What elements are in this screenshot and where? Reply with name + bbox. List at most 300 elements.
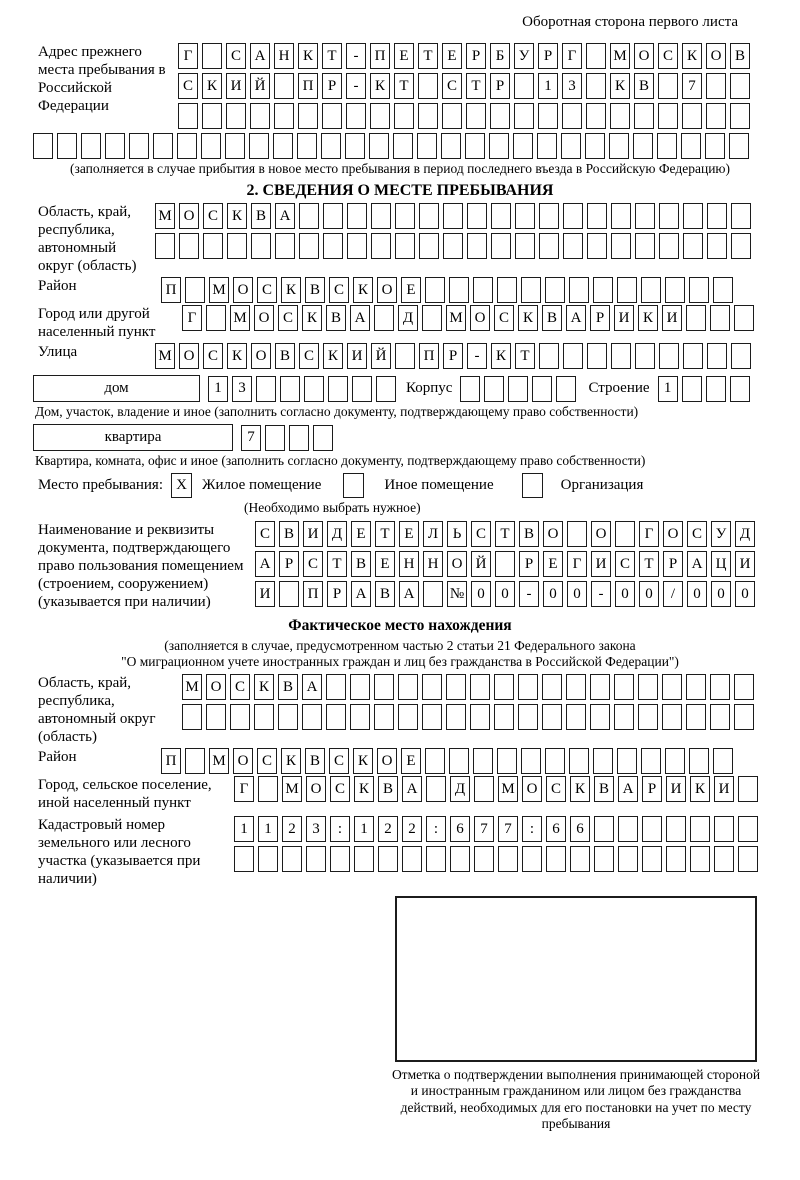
char-cell[interactable]: К [227, 203, 247, 229]
char-cell[interactable]: К [302, 305, 322, 331]
char-cell[interactable] [690, 846, 710, 872]
char-cell[interactable] [402, 846, 422, 872]
char-cell[interactable] [328, 376, 348, 402]
char-cell[interactable] [593, 277, 613, 303]
char-cell[interactable]: Т [322, 43, 342, 69]
char-cell[interactable]: И [662, 305, 682, 331]
char-cell[interactable] [302, 704, 322, 730]
char-cell[interactable] [203, 233, 223, 259]
char-cell[interactable] [33, 133, 53, 159]
char-cell[interactable]: К [370, 73, 390, 99]
residence-option-org-checkbox[interactable] [522, 473, 543, 498]
char-cell[interactable] [280, 376, 300, 402]
char-cell[interactable]: Г [567, 551, 587, 577]
char-cell[interactable] [666, 846, 686, 872]
char-cell[interactable] [566, 674, 586, 700]
char-cell[interactable]: П [370, 43, 390, 69]
char-cell[interactable]: М [610, 43, 630, 69]
char-cell[interactable] [563, 343, 583, 369]
char-cell[interactable] [635, 203, 655, 229]
char-cell[interactable] [682, 376, 702, 402]
char-cell[interactable]: А [275, 203, 295, 229]
char-cell[interactable] [515, 203, 535, 229]
residence-option-inoe-checkbox[interactable] [343, 473, 364, 498]
char-cell[interactable] [321, 133, 341, 159]
char-cell[interactable] [587, 203, 607, 229]
char-cell[interactable] [586, 43, 606, 69]
char-cell[interactable]: : [330, 816, 350, 842]
char-cell[interactable] [57, 133, 77, 159]
char-cell[interactable] [586, 103, 606, 129]
char-cell[interactable]: С [687, 521, 707, 547]
char-cell[interactable]: В [378, 776, 398, 802]
char-cell[interactable] [179, 233, 199, 259]
char-cell[interactable] [443, 233, 463, 259]
char-cell[interactable]: С [329, 748, 349, 774]
char-cell[interactable]: К [518, 305, 538, 331]
char-cell[interactable]: 2 [402, 816, 422, 842]
char-cell[interactable] [258, 846, 278, 872]
char-cell[interactable] [538, 103, 558, 129]
char-cell[interactable]: / [663, 581, 683, 607]
char-cell[interactable] [542, 704, 562, 730]
char-cell[interactable] [731, 203, 751, 229]
char-cell[interactable] [683, 233, 703, 259]
char-cell[interactable]: Д [450, 776, 470, 802]
char-cell[interactable] [490, 103, 510, 129]
char-cell[interactable]: В [275, 343, 295, 369]
char-cell[interactable] [561, 133, 581, 159]
char-cell[interactable] [234, 846, 254, 872]
char-cell[interactable]: К [682, 43, 702, 69]
char-cell[interactable] [265, 425, 285, 451]
char-cell[interactable]: К [227, 343, 247, 369]
char-cell[interactable] [474, 846, 494, 872]
char-cell[interactable]: Т [375, 521, 395, 547]
char-cell[interactable] [442, 103, 462, 129]
char-cell[interactable] [556, 376, 576, 402]
char-cell[interactable]: 7 [682, 73, 702, 99]
char-cell[interactable] [707, 343, 727, 369]
char-cell[interactable]: 3 [306, 816, 326, 842]
char-cell[interactable] [249, 133, 269, 159]
char-cell[interactable] [508, 376, 528, 402]
char-cell[interactable] [304, 376, 324, 402]
char-cell[interactable] [230, 704, 250, 730]
char-cell[interactable]: Т [327, 551, 347, 577]
char-cell[interactable] [347, 233, 367, 259]
char-cell[interactable] [707, 203, 727, 229]
char-cell[interactable]: - [467, 343, 487, 369]
char-cell[interactable] [566, 704, 586, 730]
char-cell[interactable]: 1 [658, 376, 678, 402]
char-cell[interactable] [706, 103, 726, 129]
kvartira-type-field[interactable]: квартира [33, 424, 233, 451]
char-cell[interactable] [729, 133, 749, 159]
char-cell[interactable] [395, 203, 415, 229]
char-cell[interactable]: О [179, 203, 199, 229]
char-cell[interactable] [515, 233, 535, 259]
char-cell[interactable]: 3 [562, 73, 582, 99]
char-cell[interactable]: Н [399, 551, 419, 577]
char-cell[interactable]: К [570, 776, 590, 802]
char-cell[interactable]: О [251, 343, 271, 369]
char-cell[interactable] [738, 816, 758, 842]
char-cell[interactable]: 2 [282, 816, 302, 842]
char-cell[interactable] [609, 133, 629, 159]
char-cell[interactable] [689, 748, 709, 774]
char-cell[interactable] [618, 816, 638, 842]
char-cell[interactable] [682, 103, 702, 129]
char-cell[interactable] [326, 704, 346, 730]
char-cell[interactable]: С [278, 305, 298, 331]
char-cell[interactable] [419, 203, 439, 229]
char-cell[interactable]: И [591, 551, 611, 577]
char-cell[interactable]: 0 [711, 581, 731, 607]
char-cell[interactable]: О [233, 277, 253, 303]
char-cell[interactable] [374, 704, 394, 730]
char-cell[interactable] [450, 846, 470, 872]
char-cell[interactable]: Г [562, 43, 582, 69]
char-cell[interactable] [666, 816, 686, 842]
char-cell[interactable]: 6 [546, 816, 566, 842]
char-cell[interactable] [345, 133, 365, 159]
char-cell[interactable]: Р [443, 343, 463, 369]
char-cell[interactable]: : [522, 816, 542, 842]
char-cell[interactable]: - [519, 581, 539, 607]
char-cell[interactable] [665, 277, 685, 303]
char-cell[interactable]: К [323, 343, 343, 369]
char-cell[interactable] [425, 277, 445, 303]
char-cell[interactable]: 1 [538, 73, 558, 99]
char-cell[interactable]: Й [250, 73, 270, 99]
char-cell[interactable] [322, 103, 342, 129]
char-cell[interactable]: Е [401, 277, 421, 303]
char-cell[interactable]: А [302, 674, 322, 700]
char-cell[interactable]: Т [466, 73, 486, 99]
char-cell[interactable] [178, 103, 198, 129]
char-cell[interactable] [638, 704, 658, 730]
char-cell[interactable]: И [255, 581, 275, 607]
char-cell[interactable] [542, 674, 562, 700]
char-cell[interactable] [539, 343, 559, 369]
char-cell[interactable] [81, 133, 101, 159]
char-cell[interactable] [474, 776, 494, 802]
char-cell[interactable] [497, 748, 517, 774]
char-cell[interactable] [714, 846, 734, 872]
char-cell[interactable] [201, 133, 221, 159]
char-cell[interactable]: - [346, 73, 366, 99]
char-cell[interactable]: Г [639, 521, 659, 547]
char-cell[interactable] [289, 425, 309, 451]
char-cell[interactable]: Р [490, 73, 510, 99]
char-cell[interactable] [686, 704, 706, 730]
char-cell[interactable] [347, 203, 367, 229]
char-cell[interactable] [707, 233, 727, 259]
char-cell[interactable]: К [254, 674, 274, 700]
char-cell[interactable] [665, 748, 685, 774]
char-cell[interactable] [563, 233, 583, 259]
char-cell[interactable] [731, 233, 751, 259]
char-cell[interactable] [350, 704, 370, 730]
char-cell[interactable]: О [522, 776, 542, 802]
char-cell[interactable] [611, 233, 631, 259]
char-cell[interactable] [617, 277, 637, 303]
char-cell[interactable] [419, 233, 439, 259]
char-cell[interactable]: Н [423, 551, 443, 577]
char-cell[interactable]: И [226, 73, 246, 99]
char-cell[interactable] [299, 233, 319, 259]
char-cell[interactable] [734, 305, 754, 331]
char-cell[interactable] [473, 748, 493, 774]
char-cell[interactable]: 1 [354, 816, 374, 842]
char-cell[interactable] [418, 73, 438, 99]
char-cell[interactable] [567, 521, 587, 547]
char-cell[interactable] [617, 748, 637, 774]
char-cell[interactable] [323, 233, 343, 259]
char-cell[interactable] [610, 103, 630, 129]
char-cell[interactable]: И [714, 776, 734, 802]
char-cell[interactable]: О [706, 43, 726, 69]
char-cell[interactable] [532, 376, 552, 402]
char-cell[interactable]: В [279, 521, 299, 547]
char-cell[interactable] [470, 674, 490, 700]
char-cell[interactable]: О [634, 43, 654, 69]
char-cell[interactable] [633, 133, 653, 159]
char-cell[interactable]: 0 [495, 581, 515, 607]
char-cell[interactable]: С [178, 73, 198, 99]
char-cell[interactable]: О [179, 343, 199, 369]
char-cell[interactable]: П [419, 343, 439, 369]
char-cell[interactable]: В [305, 748, 325, 774]
char-cell[interactable] [585, 133, 605, 159]
char-cell[interactable]: М [282, 776, 302, 802]
char-cell[interactable] [641, 748, 661, 774]
char-cell[interactable] [227, 233, 247, 259]
char-cell[interactable] [495, 551, 515, 577]
char-cell[interactable] [705, 133, 725, 159]
char-cell[interactable]: О [591, 521, 611, 547]
char-cell[interactable]: С [329, 277, 349, 303]
char-cell[interactable] [177, 133, 197, 159]
char-cell[interactable] [423, 581, 443, 607]
char-cell[interactable] [185, 277, 205, 303]
char-cell[interactable]: 6 [450, 816, 470, 842]
char-cell[interactable] [594, 846, 614, 872]
char-cell[interactable]: К [281, 748, 301, 774]
char-cell[interactable] [689, 277, 709, 303]
char-cell[interactable] [706, 376, 726, 402]
char-cell[interactable] [278, 704, 298, 730]
char-cell[interactable]: М [155, 203, 175, 229]
char-cell[interactable] [683, 203, 703, 229]
char-cell[interactable] [662, 674, 682, 700]
char-cell[interactable] [635, 343, 655, 369]
char-cell[interactable]: У [514, 43, 534, 69]
char-cell[interactable] [330, 846, 350, 872]
char-cell[interactable] [539, 203, 559, 229]
char-cell[interactable]: О [447, 551, 467, 577]
char-cell[interactable] [470, 704, 490, 730]
char-cell[interactable]: Г [182, 305, 202, 331]
char-cell[interactable]: Т [418, 43, 438, 69]
char-cell[interactable]: С [303, 551, 323, 577]
char-cell[interactable] [354, 846, 374, 872]
char-cell[interactable] [426, 776, 446, 802]
char-cell[interactable]: А [250, 43, 270, 69]
char-cell[interactable] [521, 277, 541, 303]
char-cell[interactable] [730, 73, 750, 99]
char-cell[interactable] [730, 103, 750, 129]
char-cell[interactable]: А [402, 776, 422, 802]
char-cell[interactable] [258, 776, 278, 802]
char-cell[interactable]: С [330, 776, 350, 802]
char-cell[interactable]: М [155, 343, 175, 369]
char-cell[interactable] [371, 233, 391, 259]
char-cell[interactable] [537, 133, 557, 159]
char-cell[interactable] [254, 704, 274, 730]
char-cell[interactable]: О [470, 305, 490, 331]
char-cell[interactable] [590, 674, 610, 700]
char-cell[interactable] [466, 103, 486, 129]
char-cell[interactable] [251, 233, 271, 259]
char-cell[interactable] [153, 133, 173, 159]
char-cell[interactable] [521, 748, 541, 774]
char-cell[interactable] [298, 103, 318, 129]
char-cell[interactable]: М [209, 748, 229, 774]
char-cell[interactable]: О [306, 776, 326, 802]
char-cell[interactable]: Е [399, 521, 419, 547]
char-cell[interactable] [690, 816, 710, 842]
char-cell[interactable]: К [690, 776, 710, 802]
char-cell[interactable]: М [498, 776, 518, 802]
char-cell[interactable] [494, 674, 514, 700]
char-cell[interactable]: В [375, 581, 395, 607]
char-cell[interactable] [467, 203, 487, 229]
char-cell[interactable] [426, 846, 446, 872]
char-cell[interactable]: Г [234, 776, 254, 802]
char-cell[interactable]: К [638, 305, 658, 331]
char-cell[interactable]: Р [519, 551, 539, 577]
char-cell[interactable]: 2 [378, 816, 398, 842]
char-cell[interactable] [713, 277, 733, 303]
char-cell[interactable]: К [281, 277, 301, 303]
char-cell[interactable] [539, 233, 559, 259]
char-cell[interactable] [422, 674, 442, 700]
char-cell[interactable] [734, 674, 754, 700]
char-cell[interactable]: П [298, 73, 318, 99]
char-cell[interactable] [443, 203, 463, 229]
char-cell[interactable] [546, 846, 566, 872]
char-cell[interactable] [497, 277, 517, 303]
char-cell[interactable]: Н [274, 43, 294, 69]
char-cell[interactable]: С [230, 674, 250, 700]
char-cell[interactable]: : [426, 816, 446, 842]
char-cell[interactable]: № [447, 581, 467, 607]
char-cell[interactable]: А [350, 305, 370, 331]
char-cell[interactable]: С [203, 343, 223, 369]
char-cell[interactable]: - [346, 43, 366, 69]
char-cell[interactable] [422, 305, 442, 331]
char-cell[interactable] [446, 674, 466, 700]
char-cell[interactable] [250, 103, 270, 129]
char-cell[interactable] [614, 704, 634, 730]
char-cell[interactable]: Л [423, 521, 443, 547]
char-cell[interactable]: С [546, 776, 566, 802]
char-cell[interactable]: 3 [232, 376, 252, 402]
char-cell[interactable] [378, 846, 398, 872]
char-cell[interactable] [659, 343, 679, 369]
char-cell[interactable]: Р [642, 776, 662, 802]
char-cell[interactable] [730, 376, 750, 402]
char-cell[interactable]: Й [471, 551, 491, 577]
char-cell[interactable] [105, 133, 125, 159]
char-cell[interactable] [225, 133, 245, 159]
char-cell[interactable] [393, 133, 413, 159]
char-cell[interactable] [594, 816, 614, 842]
char-cell[interactable] [274, 73, 294, 99]
char-cell[interactable] [642, 816, 662, 842]
char-cell[interactable] [394, 103, 414, 129]
char-cell[interactable]: В [305, 277, 325, 303]
char-cell[interactable] [734, 704, 754, 730]
char-cell[interactable]: И [735, 551, 755, 577]
char-cell[interactable] [306, 846, 326, 872]
char-cell[interactable]: Б [490, 43, 510, 69]
char-cell[interactable] [467, 233, 487, 259]
char-cell[interactable] [563, 203, 583, 229]
char-cell[interactable]: М [182, 674, 202, 700]
char-cell[interactable]: Е [442, 43, 462, 69]
char-cell[interactable] [657, 133, 677, 159]
char-cell[interactable]: С [203, 203, 223, 229]
char-cell[interactable] [638, 674, 658, 700]
char-cell[interactable]: К [610, 73, 630, 99]
char-cell[interactable] [326, 674, 346, 700]
char-cell[interactable] [658, 103, 678, 129]
char-cell[interactable] [182, 704, 202, 730]
char-cell[interactable] [662, 704, 682, 730]
char-cell[interactable] [465, 133, 485, 159]
char-cell[interactable]: А [351, 581, 371, 607]
char-cell[interactable]: Т [394, 73, 414, 99]
char-cell[interactable]: В [634, 73, 654, 99]
char-cell[interactable] [590, 704, 610, 730]
char-cell[interactable] [706, 73, 726, 99]
char-cell[interactable] [681, 133, 701, 159]
char-cell[interactable] [371, 203, 391, 229]
char-cell[interactable] [713, 748, 733, 774]
char-cell[interactable] [710, 305, 730, 331]
char-cell[interactable]: И [614, 305, 634, 331]
char-cell[interactable]: К [353, 748, 373, 774]
char-cell[interactable] [425, 748, 445, 774]
char-cell[interactable] [350, 674, 370, 700]
char-cell[interactable] [422, 704, 442, 730]
char-cell[interactable] [514, 73, 534, 99]
char-cell[interactable] [586, 73, 606, 99]
char-cell[interactable] [441, 133, 461, 159]
char-cell[interactable] [738, 776, 758, 802]
char-cell[interactable] [491, 233, 511, 259]
char-cell[interactable]: Р [327, 581, 347, 607]
char-cell[interactable] [299, 203, 319, 229]
char-cell[interactable]: О [233, 748, 253, 774]
char-cell[interactable]: А [566, 305, 586, 331]
char-cell[interactable] [395, 343, 415, 369]
char-cell[interactable]: 7 [241, 425, 261, 451]
char-cell[interactable] [659, 233, 679, 259]
